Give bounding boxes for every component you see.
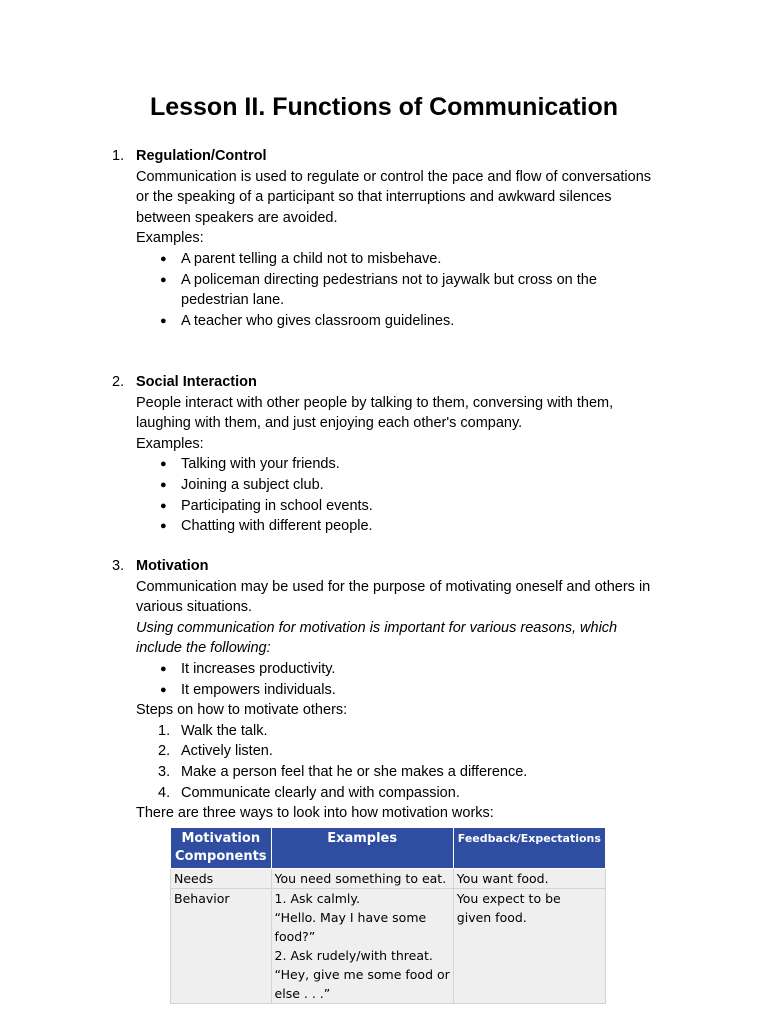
cell-text: You want food. xyxy=(456,871,549,886)
body-line: Communication is used to regulate or control the pace and flow of conversations xyxy=(136,168,652,185)
list-item-text: ● Joining a subject club. xyxy=(181,476,324,493)
list-item xyxy=(136,659,696,680)
section-heading: Motivation xyxy=(136,558,209,574)
section-heading: Regulation/Control xyxy=(136,148,267,164)
list-item xyxy=(136,454,696,475)
body-line: laughing with them, and just enjoying each other's company. xyxy=(136,415,523,432)
step-text: Actively listen. xyxy=(181,743,273,760)
cell-text: food?” xyxy=(274,929,316,944)
motivation-table xyxy=(170,827,606,1004)
list-item xyxy=(136,496,696,517)
list-item-text: ● A policeman directing pedestrians not to jaywalk but cross on the xyxy=(181,271,597,288)
cell-text: else . . .” xyxy=(274,986,331,1001)
italic-line: include the following: xyxy=(136,640,271,657)
cell-text: given food. xyxy=(456,910,527,925)
header-text: Feedback/Expectations xyxy=(457,832,601,845)
italic-line: Using communication for motivation is important for various reasons, which xyxy=(136,619,618,636)
ways-label: There are three ways to look into how motivation works: xyxy=(136,805,494,822)
list-item-text: ● It increases productivity. xyxy=(181,660,336,677)
header-text: Motivation xyxy=(181,831,261,846)
table-cell xyxy=(171,869,272,889)
section-number: 1. xyxy=(112,148,125,164)
table-cell xyxy=(271,889,453,1004)
step-number: 1. xyxy=(158,722,171,739)
cell-text: Needs xyxy=(174,871,214,886)
cell-text: You expect to be xyxy=(456,891,561,906)
table-row xyxy=(171,869,606,889)
body-line: Communication may be used for the purpose of motivating oneself and others in xyxy=(136,578,651,595)
cell-text: You need something to eat. xyxy=(274,871,447,886)
header-feedback-expectations xyxy=(453,828,605,869)
list-item-text: ● Chatting with different people. xyxy=(181,518,373,535)
section-number: 3. xyxy=(112,558,125,574)
list-item xyxy=(136,721,696,742)
cell-text: “Hey, give me some food or xyxy=(274,967,450,982)
list-item-text: ● Participating in school events. xyxy=(181,497,373,514)
table-cell xyxy=(453,869,605,889)
body-line: between speakers are avoided. xyxy=(136,209,338,226)
step-text: Make a person feel that he or she makes a difference. xyxy=(181,763,528,780)
steps-label: Steps on how to motivate others: xyxy=(136,702,348,719)
cell-text: 1. Ask calmly. xyxy=(274,891,360,906)
section-number: 2. xyxy=(112,374,125,390)
body-line: or the speaking of a participant so that interruptions and awkward silences xyxy=(136,189,612,206)
header-motivation-components xyxy=(171,828,272,869)
list-item xyxy=(136,311,696,332)
examples-label: Examples: xyxy=(136,435,204,452)
list-item xyxy=(136,249,696,270)
list-item xyxy=(136,270,696,311)
page-title: Lesson II. Functions of Communication xyxy=(149,93,619,121)
step-number: 3. xyxy=(158,763,171,780)
table-row xyxy=(171,889,606,1004)
cell-text: Behavior xyxy=(174,891,230,906)
list-item-text: ● A teacher who gives classroom guidelines. xyxy=(181,312,455,329)
cell-text: 2. Ask rudely/with threat. xyxy=(274,948,433,963)
step-text: Communicate clearly and with compassion. xyxy=(181,784,460,801)
examples-list xyxy=(136,249,696,331)
header-text: Examples xyxy=(327,831,398,846)
table-cell xyxy=(171,889,272,1004)
cell-text: “Hello. May I have some xyxy=(274,910,427,925)
list-item xyxy=(136,783,696,804)
examples-label: Examples: xyxy=(136,230,204,247)
section-heading: Social Interaction xyxy=(136,374,257,390)
table-cell xyxy=(453,889,605,1004)
step-text: Walk the talk. xyxy=(181,722,268,739)
header-text: Components xyxy=(175,849,267,864)
body-line: various situations. xyxy=(136,599,253,616)
reasons-list xyxy=(136,659,696,700)
examples-list xyxy=(136,454,696,536)
list-item xyxy=(136,516,696,537)
body-line: People interact with other people by talking to them, conversing with them, xyxy=(136,394,614,411)
step-number: 4. xyxy=(158,784,171,801)
table-cell xyxy=(271,869,453,889)
table-header-row xyxy=(171,828,606,869)
list-item xyxy=(136,680,696,701)
list-item-text: ● Talking with your friends. xyxy=(181,456,340,473)
list-item-text: ● A parent telling a child not to misbehave. xyxy=(181,250,442,267)
list-item-text: pedestrian lane. xyxy=(181,292,285,309)
header-examples xyxy=(271,828,453,869)
list-item xyxy=(136,475,696,496)
list-item-text: ● It empowers individuals. xyxy=(181,681,336,698)
list-item xyxy=(136,762,696,783)
step-number: 2. xyxy=(158,743,171,760)
list-item xyxy=(136,741,696,762)
steps-list xyxy=(136,721,696,803)
